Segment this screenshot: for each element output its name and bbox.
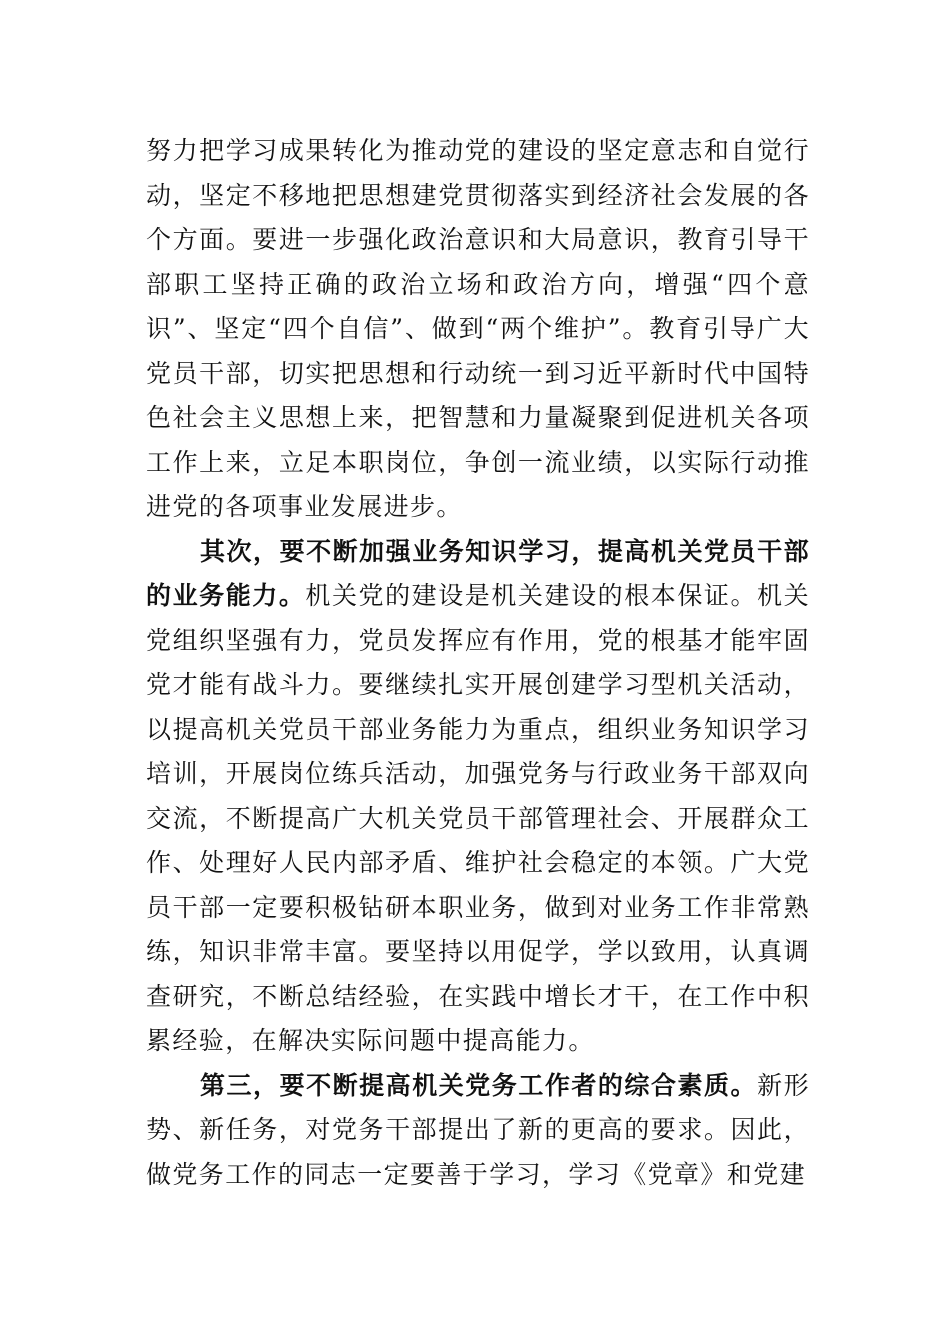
paragraph-lead: 其次，要不断加强业务知识学习，提高机关党员干部的业务能力。 — [146, 536, 810, 610]
paragraph-continuation — [146, 129, 810, 530]
paragraph-second — [146, 530, 810, 1064]
paragraph-text: 机关党的建设是机关建设的根本保证。机关党组织坚强有力，党员发挥应有作用，党的根基才能牢固党才能有战斗力。要继续扎实开展创建学习型机关活动，以提高机关党员干部业务能力为重点，组织业务知识学习培训，开展岗位练兵活动，加强党务与行政业务干部双向交流，不断提高广大机关党员干部管理社会、开展群众工作、处理好人民内部矛盾、维护社会稳定的本领。广大党员干部一定要积极钻研本职业务，做到对业务工作非常熟练，知识非常丰富。要坚持以用促学，学以致用，认真调查研究，不断总结经验，在实践中增长才干，在工作中积累经验，在解决实际问题中提高能力。 — [146, 581, 810, 1055]
paragraph-third — [146, 1064, 810, 1198]
paragraph-text: 新形势、新任务，对党务干部提出了新的更高的要求。因此，做党务工作的同志一定要善于学习，学习《党章》和党建 — [146, 1070, 810, 1189]
paragraph-text: 努力把学习成果转化为推动党的建设的坚定意志和自觉行动，坚定不移地把思想建党贯彻落实到经济社会发展的各个方面。要进一步强化政治意识和大局意识，教育引导干部职工坚持正确的政治立场和政治方向，增强“四个意识”、坚定“四个自信”、做到“两个维护”。教育引导广大党员干部，切实把思想和行动统一到习近平新时代中国特色社会主义思想上来，把智慧和力量凝聚到促进机关各项工作上来，立足本职岗位，争创一流业绩，以实际行动推进党的各项事业发展进步。 — [146, 136, 810, 521]
document-body — [146, 129, 810, 1197]
paragraph-lead: 第三，要不断提高机关党务工作者的综合素质。 — [200, 1070, 758, 1100]
